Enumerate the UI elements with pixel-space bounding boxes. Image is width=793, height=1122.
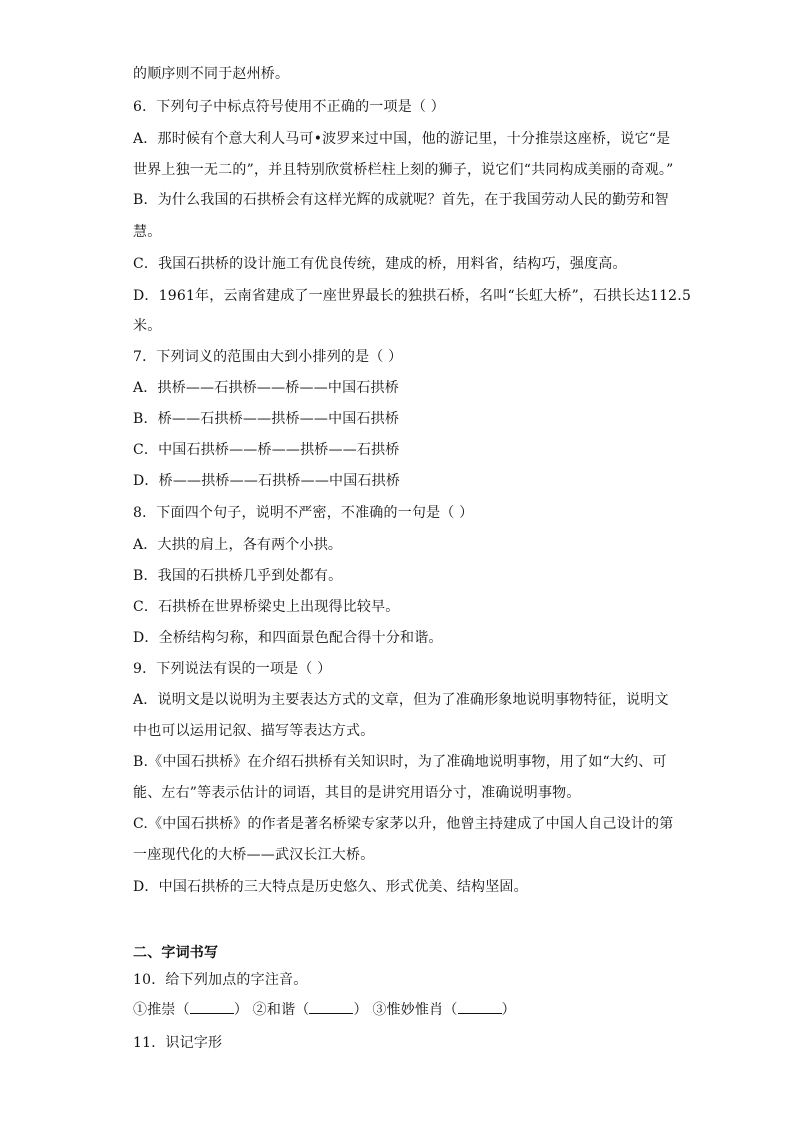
text-line: B.《中国石拱桥》在介绍石拱桥有关知识时，为了准确地说明事物，用了如“大约、可 (133, 754, 667, 770)
question-11-prompt: 11．识记字形 (133, 1035, 223, 1051)
answer-blank-3[interactable] (458, 999, 502, 1014)
answer-blank-1[interactable] (190, 999, 234, 1014)
text-line: D．1961年，云南省建成了一座世界最长的独拱石桥，名叫“长虹大桥”，石拱长达112.5 (133, 288, 692, 304)
text-line: D．中国石拱桥的三大特点是历史悠久、形式优美、结构坚固。 (133, 879, 528, 895)
text-line: C．中国石拱桥——桥——拱桥——石拱桥 (133, 442, 400, 458)
text-line: D．桥——拱桥——石拱桥——中国石拱桥 (133, 473, 401, 489)
text-line: 中也可以运用记叙、描写等表达方式。 (133, 723, 375, 739)
text-line: 6．下列句子中标点符号使用不正确的一项是（ ） (133, 99, 445, 115)
text-line: A．拱桥——石拱桥——桥——中国石拱桥 (133, 380, 399, 396)
q10-item-4: ） (501, 1002, 516, 1018)
text-line: A．大拱的肩上，各有两个小拱。 (133, 537, 343, 553)
text-line: B．桥——石拱桥——拱桥——中国石拱桥 (133, 411, 400, 427)
text-line: 米。 (133, 318, 162, 334)
text-line: A．那时候有个意大利人马可•波罗来过中国，他的游记里，十分推崇这座桥，说它“是 (133, 131, 671, 147)
question-10-prompt: 10．给下列加点的字注音。 (133, 972, 308, 988)
section-title: 二、字词书写 (133, 945, 219, 961)
text-line: 9．下列说法有误的一项是（ ） (133, 661, 332, 677)
text-line: A．说明文是以说明为主要表达方式的文章，但为了准确形象地说明事物特征，说明文 (133, 692, 669, 708)
text-line: B．为什么我国的石拱桥会有这样光辉的成就呢？首先，在于我国劳动人民的勤劳和智 (133, 192, 669, 208)
text-line: 7．下列词义的范围由大到小排列的是（ ） (133, 349, 403, 365)
text-line: 慧。 (133, 224, 162, 240)
text-line: B．我国的石拱桥几乎到处都有。 (133, 568, 343, 584)
q10-item-2: ） ②和谐（ (233, 1002, 310, 1018)
text-line: 能、左右”等表示估计的词语，其目的是讲究用语分寸，准确说明事物。 (133, 785, 581, 801)
text-line: C．我国石拱桥的设计施工有优良传统，建成的桥，用料省，结构巧，强度高。 (133, 256, 627, 272)
text-line: 8．下面四个句子，说明不严密，不准确的一句是（ ） (133, 505, 474, 521)
text-line: 世界上独一无二的”，并且特别欣赏桥栏柱上刻的狮子，说它们“共同构成美丽的奇观。” (133, 162, 674, 178)
text-line: C．石拱桥在世界桥梁史上出现得比较早。 (133, 599, 400, 615)
text-line: 一座现代化的大桥——武汉长江大桥。 (133, 847, 375, 863)
text-line: D．全桥结构匀称，和四面景色配合得十分和谐。 (133, 630, 443, 646)
answer-blank-2[interactable] (309, 999, 353, 1014)
text-line: C.《中国石拱桥》的作者是著名桥梁专家茅以升，他曾主持建成了中国人自己设计的第 (133, 816, 674, 832)
question-10-items (133, 999, 516, 1020)
q10-item-1: ①推崇（ (133, 1002, 190, 1018)
q10-item-3: ） ③惟妙惟肖（ (353, 1002, 458, 1018)
text-line: 的顺序则不同于赵州桥。 (133, 66, 290, 82)
